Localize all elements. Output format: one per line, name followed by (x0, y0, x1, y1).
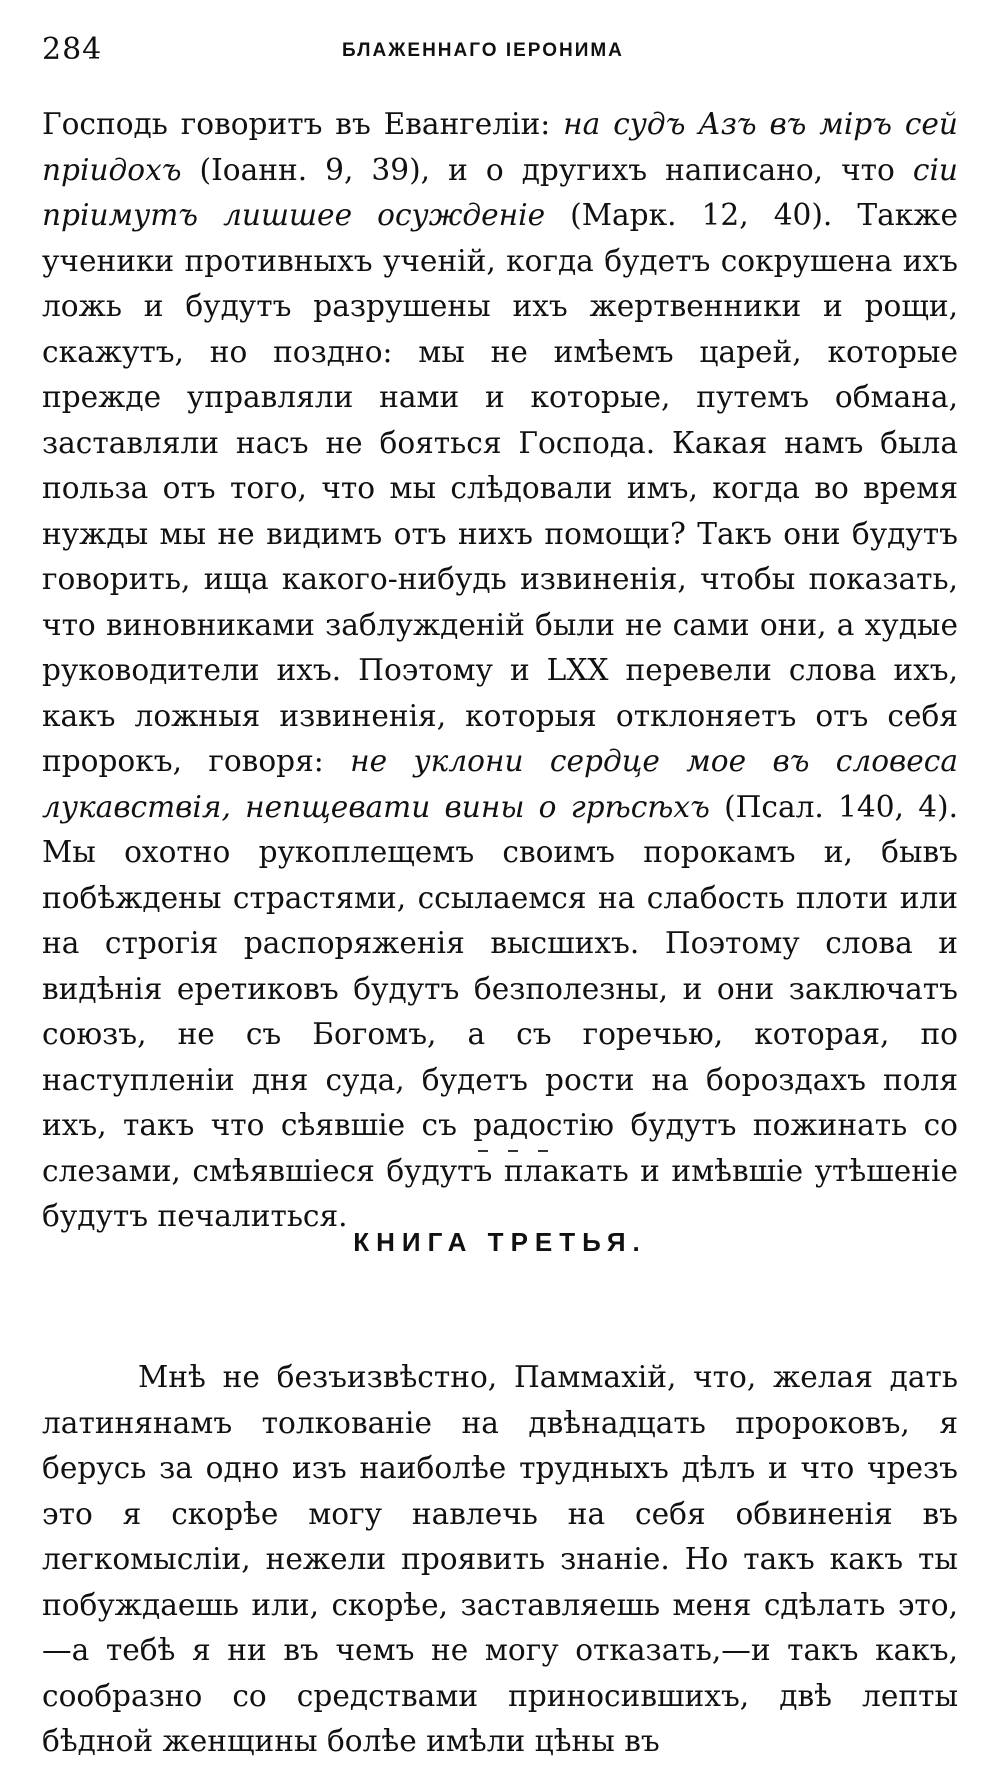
section-title: КНИГА ТРЕТЬЯ. (353, 1227, 647, 1257)
paragraph-1-text-c: (Марк. 12, 40). Также ученики противныхъ ученій, когда будетъ сокрушена ихъ ложь и будутъ разрушены ихъ жертвенники и рощи, скажутъ, но поздно: мы не имѣемъ царей, которые прежде управляли нами и которые, путемъ обмана, заставляли насъ не бояться Господа. Какая намъ была польза отъ того, что мы слѣдовали имъ, когда во время нужды мы не видимъ отъ нихъ помощи? Такъ они будутъ говорить, ища какого-нибудь извиненія, чтобы показать, что виновниками заблужденій были не сами они, а худые руководители ихъ. Поэтому и LXX перевели слова ихъ, какъ ложныя извиненія, которыя отклоняетъ отъ себя пророкъ, говоря: (42, 198, 958, 778)
page-number: 284 (42, 32, 103, 67)
body-paragraph-1 (42, 102, 958, 1240)
scripture-quote-john: на судъ Азъ въ міръ сей пріидохъ (42, 107, 958, 187)
body-paragraph-2: Мнѣ не безъизвѣстно, Паммахій, что, желая дать латинянамъ толкованіе на двѣнадцать пророковъ, я берусь за одно изъ наиболѣе трудныхъ дѣлъ и что чрезъ это я скорѣе могу навлечь на себя обвиненія въ легкомысліи, нежели проявить знаніе. Но такъ какъ ты побуждаешь или, скорѣе, заставляешь меня сдѣлать это,—а тебѣ я ни въ чемъ не могу отказать,—и такъ какъ, сообразно со средствами приносившихъ, двѣ лепты бѣдной женщины болѣе имѣли цѣны въ (42, 1360, 958, 1758)
paragraph-1-text-a: Господь говоритъ въ Евангеліи: (42, 107, 564, 141)
section-divider-ornament (478, 1150, 548, 1154)
scripture-quote-psalm: не уклони сердце мое въ словеса лукавствія, непщевати вины о грѣсѣхъ (42, 744, 958, 824)
running-head: БЛАЖЕННАГО ІЕРОНИМА (342, 40, 624, 61)
paragraph-1-text-d: (Псал. 140, 4). Мы охотно рукоплещемъ своимъ порокамъ и, бывъ побѣждены страстями, ссылаемся на слабость плоти или на строгія распоряженія высшихъ. Поэтому слова и видѣнія еретиковъ будутъ безполезны, и они заключатъ союзъ, не съ Богомъ, а съ горечью, которая, по наступленіи дня суда, будетъ рости на бороздахъ поля ихъ, такъ что сѣявшіе съ радостію будутъ пожинать со слезами, смѣявшіеся будутъ плакать и имѣвшіе утѣшеніе будутъ печалиться. (42, 789, 958, 1233)
page-header (42, 32, 958, 82)
scripture-quote-mark: сіи пріимутъ лишшее осужденіе (42, 152, 958, 232)
paragraph-1-text-b: (Іоанн. 9, 39), и о другихъ написано, что (181, 152, 913, 187)
